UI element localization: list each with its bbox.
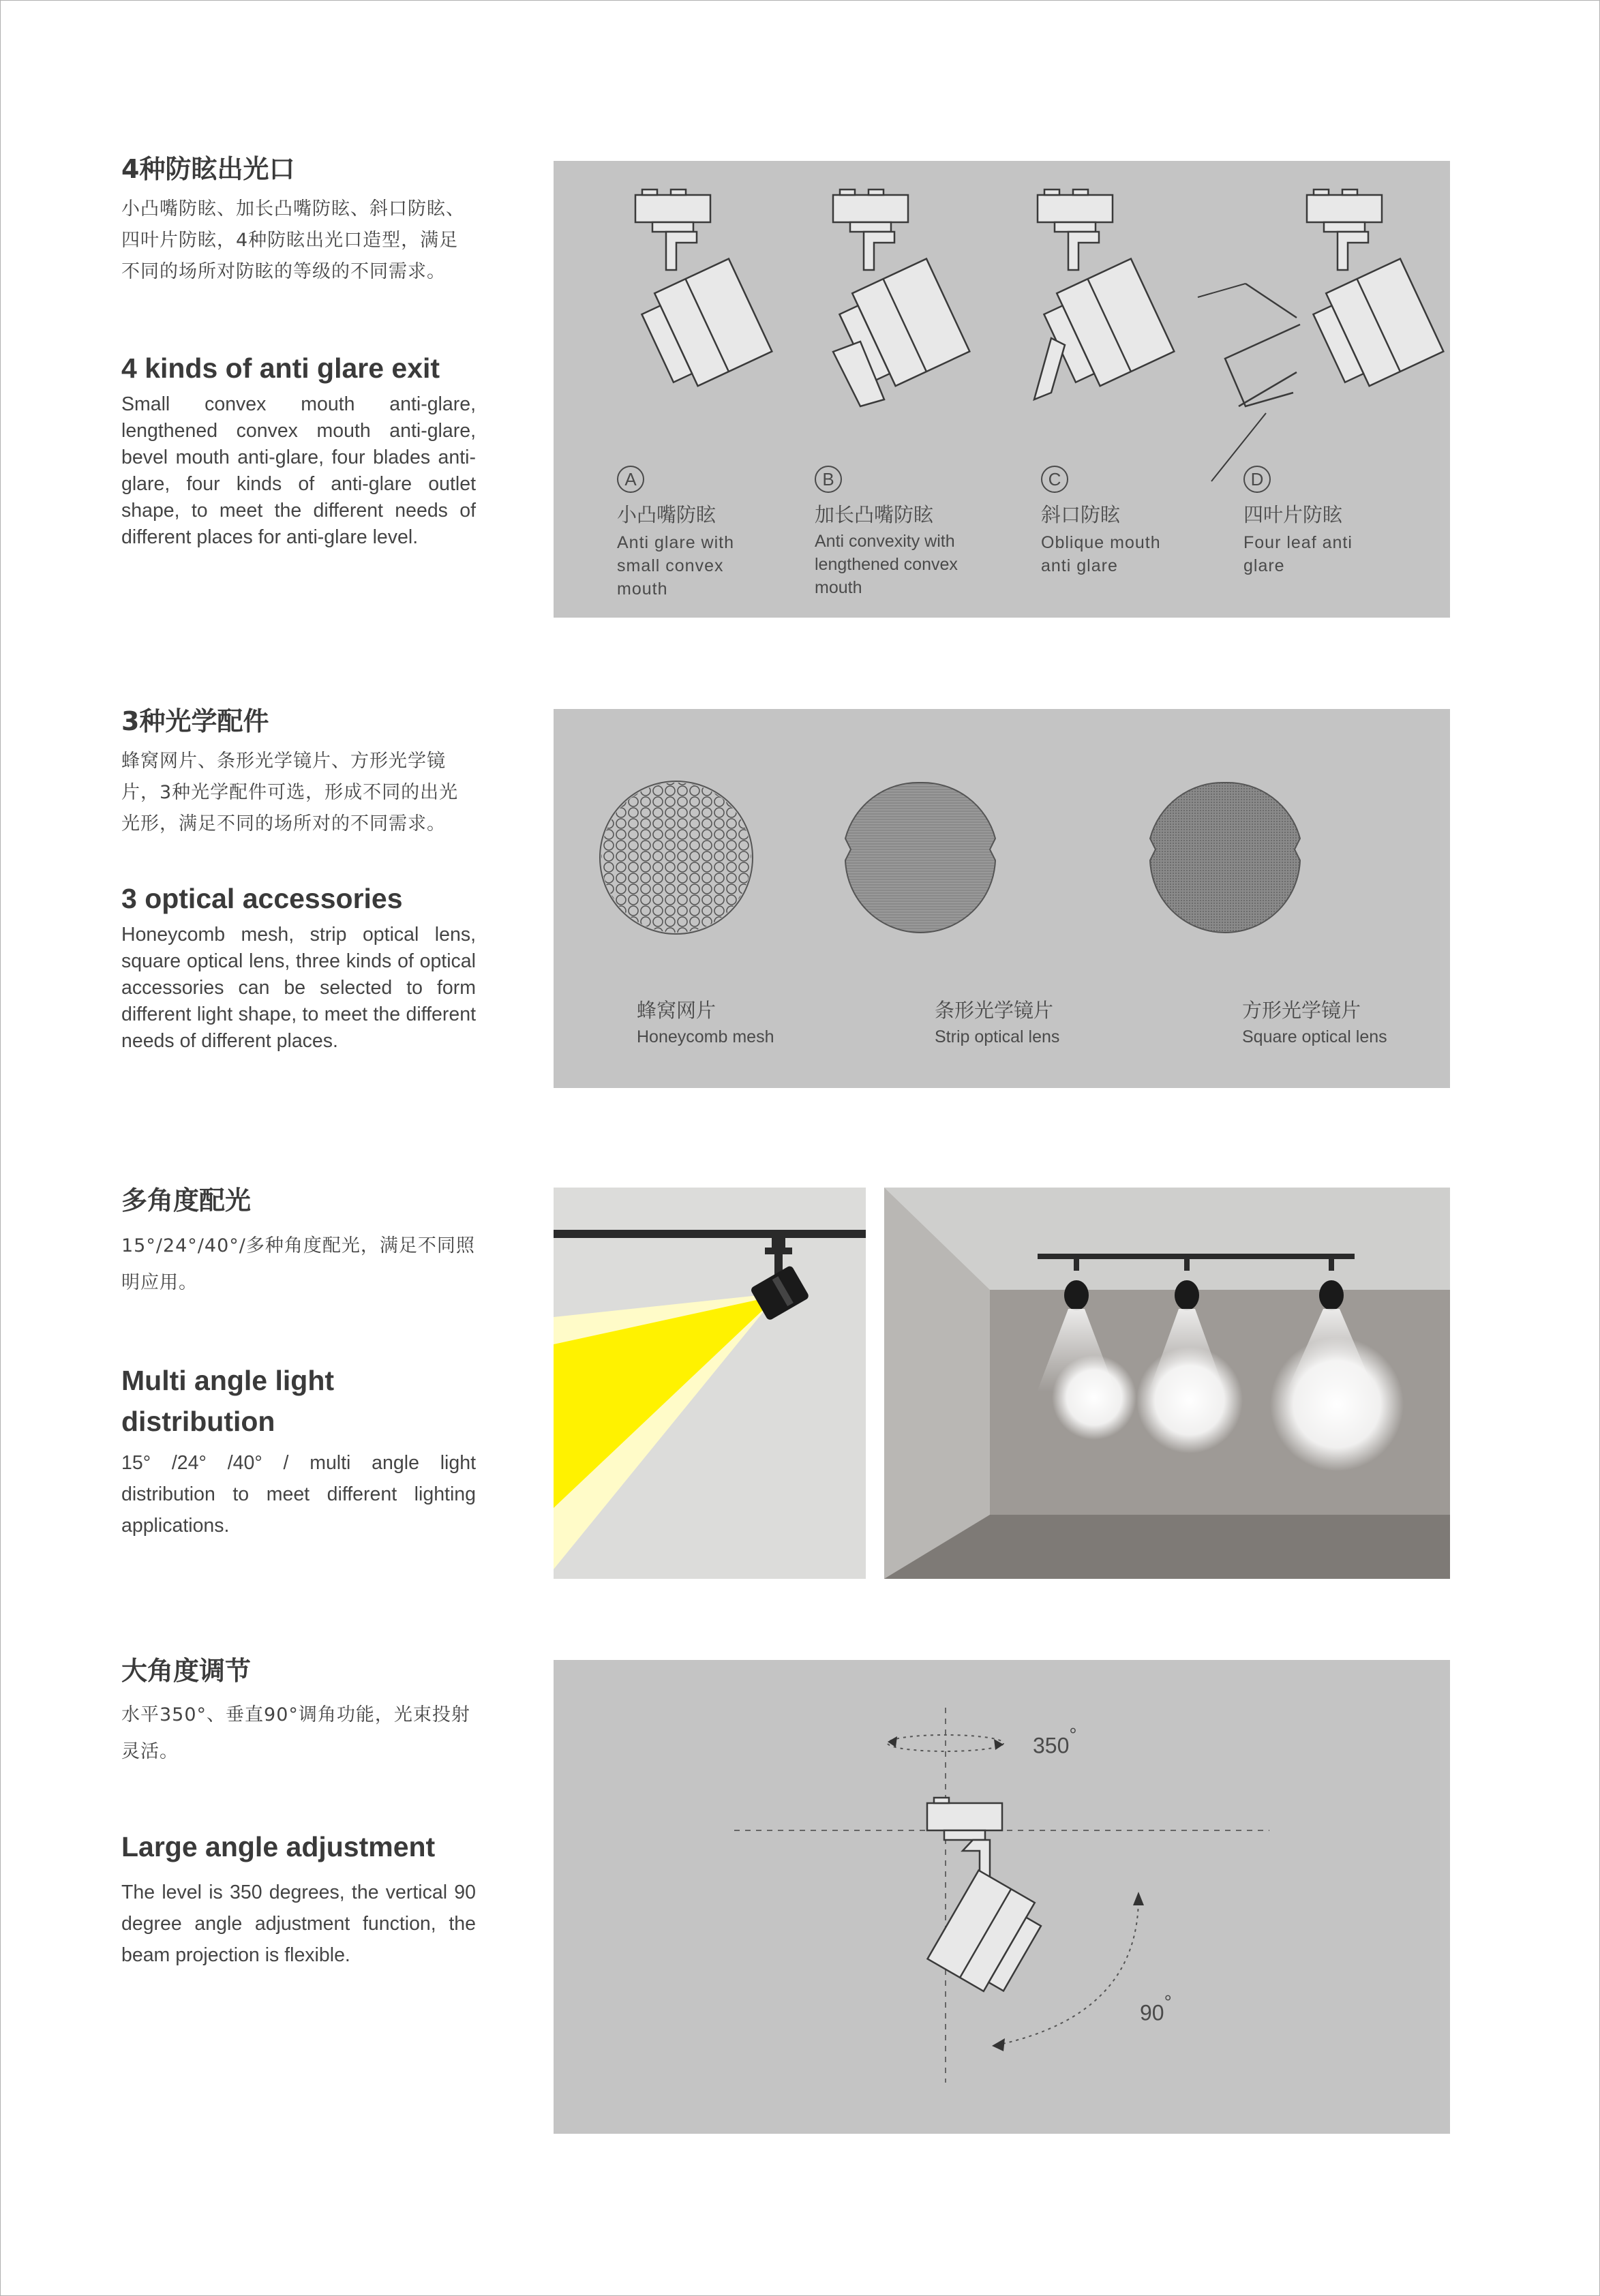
strip-cn: 条形光学镜片 [935, 999, 1054, 1022]
square-lens-disc [1150, 783, 1300, 933]
adjust-title-cn: 大角度调节 [121, 1656, 252, 1686]
horizontal-degree-sign: ° [1069, 1724, 1077, 1745]
horizontal-angle-label [1033, 1724, 1077, 1759]
anti-glare-item-d [1243, 466, 1387, 577]
item-b-letter: B [815, 466, 842, 493]
anti-glare-panel [554, 161, 1450, 618]
multi-angle-title-en: Multi angle light distribution [121, 1365, 335, 1437]
optical-item-square [1242, 988, 1387, 1048]
vertical-angle-value: 90 [1140, 2000, 1164, 2025]
lamp-a-drawing [635, 190, 772, 395]
anti-glare-desc-cn: 小凸嘴防眩、加长凸嘴防眩、斜口防眩、四叶片防眩，4种防眩出光口造型，满足不同的场所对防眩的等级的不同需求。 [121, 198, 465, 282]
honeycomb-en: Honeycomb mesh [637, 1027, 774, 1046]
adjust-panel [554, 1660, 1450, 2134]
multi-angle-title-cn: 多角度配光 [121, 1185, 252, 1215]
horizontal-angle-value: 350 [1033, 1733, 1070, 1758]
item-b-cn: 加长凸嘴防眩 [815, 503, 934, 526]
beam-panel [554, 1188, 866, 1579]
adjust-title-en: Large angle adjustment [121, 1831, 436, 1862]
adjust-text [121, 1653, 476, 1971]
item-c-en: Oblique mouth anti glare [1041, 533, 1161, 575]
vertical-degree-sign: ° [1164, 1991, 1172, 2012]
optical-desc-en: Honeycomb mesh, strip optical lens, square optical lens, three kinds of optical accessories can be selected to form different light shape, to meet the different needs of different places. [121, 924, 476, 1052]
lamp-c-drawing [1034, 190, 1174, 399]
item-b-en: Anti convexity with lengthened convex mouth [815, 532, 958, 597]
item-c-letter: C [1041, 466, 1068, 493]
item-a-cn: 小凸嘴防眩 [617, 503, 716, 526]
anti-glare-title-en: 4 kinds of anti glare exit [121, 352, 440, 384]
beam-illustration [554, 1188, 866, 1579]
adjust-illustration [554, 1660, 1450, 2134]
item-d-en: Four leaf anti glare [1243, 533, 1353, 575]
optical-panel [554, 709, 1450, 1088]
item-c-cn: 斜口防眩 [1041, 503, 1121, 526]
anti-glare-text [121, 151, 476, 551]
optical-item-strip [935, 988, 1059, 1048]
multi-angle-desc-cn: 15°/24°/40°/多种角度配光，满足不同照明应用。 [121, 1235, 475, 1293]
strip-en: Strip optical lens [935, 1027, 1060, 1046]
anti-glare-item-c [1041, 466, 1184, 577]
optical-item-honeycomb [637, 988, 774, 1048]
item-a-letter: A [617, 466, 644, 493]
room-illustration [884, 1188, 1450, 1579]
square-cn: 方形光学镜片 [1242, 999, 1361, 1022]
adjust-desc-en: The level is 350 degrees, the vertical 90 degree angle adjustment function, the beam projection is flexible. [121, 1882, 476, 1966]
multi-angle-desc-en: 15° /24° /40° / multi angle light distribution to meet different lighting applications. [121, 1452, 476, 1537]
room-panel [884, 1188, 1450, 1579]
item-a-en: Anti glare with small convex mouth [617, 533, 735, 599]
anti-glare-desc-en: Small convex mouth anti-glare, lengthened convex mouth anti-glare, bevel mouth anti-glare, four blades anti-glare, four kinds of anti-glare outlet shape, to meet the different needs of different places for anti-glare level. [121, 393, 476, 548]
optical-text [121, 704, 476, 1055]
lamp-d-drawing [1198, 190, 1443, 481]
item-d-cn: 四叶片防眩 [1243, 503, 1343, 526]
adjust-desc-cn: 水平350°、垂直90°调角功能，光束投射灵活。 [121, 1704, 470, 1762]
honeycomb-cn: 蜂窝网片 [637, 999, 716, 1022]
vertical-angle-label [1140, 1991, 1172, 2026]
strip-lens-disc [845, 783, 995, 933]
optical-desc-cn: 蜂窝网片、条形光学镜片、方形光学镜片，3种光学配件可选，形成不同的出光光形，满足不同的场所对的不同需求。 [121, 751, 459, 834]
anti-glare-title-cn: 4种防眩出光口 [121, 154, 295, 184]
adjust-lamp [927, 1798, 1049, 1999]
anti-glare-item-b [815, 466, 958, 599]
item-d-letter: D [1243, 466, 1271, 493]
square-en: Square optical lens [1242, 1027, 1387, 1046]
honeycomb-mesh-disc [600, 781, 753, 934]
anti-glare-item-a [617, 466, 753, 601]
multi-angle-text [121, 1183, 476, 1541]
optical-title-cn: 3种光学配件 [121, 706, 269, 736]
optical-title-en: 3 optical accessories [121, 883, 403, 914]
lamp-b-drawing [833, 190, 969, 406]
